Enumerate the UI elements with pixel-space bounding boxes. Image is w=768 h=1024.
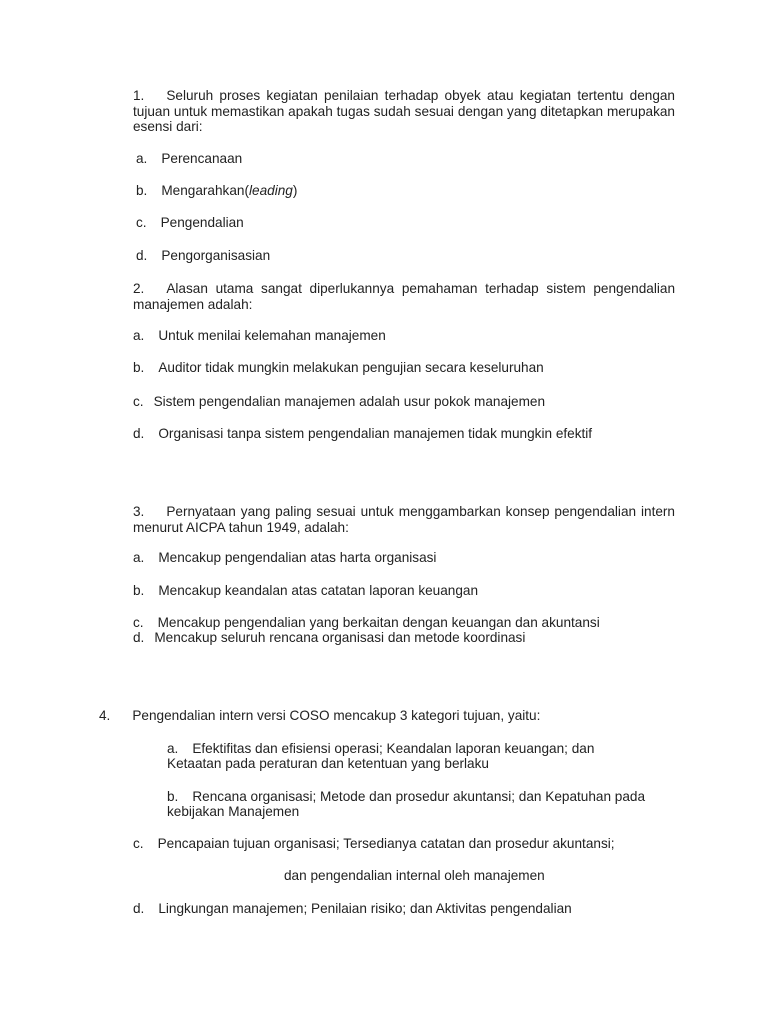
- option-text: Mencakup keandalan atas catatan laporan keuangan: [158, 583, 479, 598]
- option-4b-continuation: [167, 804, 299, 820]
- question-4: [99, 708, 540, 724]
- option-4a-continuation: [167, 756, 489, 772]
- question-3: [133, 504, 675, 535]
- option-2a: [133, 328, 386, 344]
- option-text: Untuk menilai kelemahan manajemen: [158, 328, 386, 343]
- option-3b: [133, 583, 478, 599]
- question-text: Pernyataan yang paling sesuai untuk menggambarkan konsep pengendalian intern menurut AICPA tahun 1949, adalah:: [133, 504, 675, 535]
- option-text-line1: Rencana organisasi; Metode dan prosedur akuntansi; dan Kepatuhan pada: [192, 789, 646, 804]
- option-text: Mencakup pengendalian yang berkaitan dengan keuangan dan akuntansi: [157, 615, 600, 630]
- option-text-line2: Ketaatan pada peraturan dan ketentuan yang berlaku: [167, 756, 489, 771]
- option-1c: [136, 215, 244, 231]
- option-2d: [133, 426, 592, 442]
- option-text: Pengendalian: [160, 215, 244, 230]
- question-number: 3.: [133, 504, 145, 519]
- option-text-line2: dan pengendalian internal oleh manajemen: [284, 868, 545, 883]
- question-number: 1.: [133, 88, 145, 103]
- option-4b: [167, 789, 645, 805]
- option-letter: d.: [133, 630, 145, 645]
- option-letter: b.: [167, 789, 179, 804]
- question-1: [133, 88, 675, 135]
- option-text-line1: Efektifitas dan efisiensi operasi; Keandalan laporan keuangan; dan: [192, 741, 595, 756]
- option-4d: [133, 901, 572, 917]
- option-2c: [133, 394, 545, 410]
- question-text: Pengendalian intern versi COSO mencakup 3 kategori tujuan, yaitu:: [132, 708, 541, 723]
- option-1b: [136, 183, 297, 199]
- option-letter: b.: [133, 583, 145, 598]
- option-3d: [133, 630, 525, 646]
- option-text: Perencanaan: [161, 151, 243, 166]
- option-letter: c.: [133, 615, 144, 630]
- option-letter: c.: [133, 836, 144, 851]
- option-text: Organisasi tanpa sistem pengendalian manajemen tidak mungkin efektif: [158, 426, 593, 441]
- option-text: Mengarahkan(: [161, 183, 249, 198]
- question-number: 4.: [99, 708, 111, 723]
- option-3c: [133, 615, 600, 631]
- question-text: Alasan utama sangat diperlukannya pemahaman terhadap sistem pengendalian manajemen adalah:: [133, 281, 675, 312]
- option-letter: d.: [133, 901, 145, 916]
- option-4c: [133, 836, 615, 852]
- option-text-line1: Pencapaian tujuan organisasi; Tersedianya catatan dan prosedur akuntansi;: [157, 836, 615, 851]
- question-2: [133, 281, 675, 312]
- option-text: Mencakup seluruh rencana organisasi dan metode koordinasi: [154, 630, 526, 645]
- option-letter: a.: [136, 151, 148, 166]
- question-text: Seluruh proses kegiatan penilaian terhadap obyek atau kegiatan tertentu dengan tujuan untuk memastikan apakah tugas sudah sesuai dengan yang ditetapkan merupakan esensi dari:: [133, 88, 675, 134]
- option-text: Sistem pengendalian manajemen adalah usur pokok manajemen: [153, 394, 546, 409]
- option-letter: c.: [133, 394, 144, 409]
- option-1a: [136, 151, 242, 167]
- option-text: Lingkungan manajemen; Penilaian risiko; dan Aktivitas pengendalian: [158, 901, 572, 916]
- option-letter: c.: [136, 215, 147, 230]
- option-text-line2: kebijakan Manajemen: [167, 804, 300, 819]
- option-4a: [167, 741, 594, 757]
- option-letter: a.: [133, 550, 145, 565]
- option-text-italic: leading: [249, 183, 293, 198]
- option-letter: b.: [133, 360, 145, 375]
- option-letter: a.: [167, 741, 179, 756]
- question-number: 2.: [133, 281, 145, 296]
- option-1d: [136, 248, 270, 264]
- option-letter: d.: [133, 426, 145, 441]
- option-text: Pengorganisasian: [161, 248, 271, 263]
- option-letter: a.: [133, 328, 145, 343]
- option-4c-continuation: [284, 868, 545, 884]
- option-letter: d.: [136, 248, 148, 263]
- option-text: Mencakup pengendalian atas harta organisasi: [158, 550, 437, 565]
- option-2b: [133, 360, 544, 376]
- option-3a: [133, 550, 436, 566]
- option-letter: b.: [136, 183, 148, 198]
- option-text: Auditor tidak mungkin melakukan pengujian secara keseluruhan: [158, 360, 544, 375]
- option-text-suffix: ): [292, 183, 298, 198]
